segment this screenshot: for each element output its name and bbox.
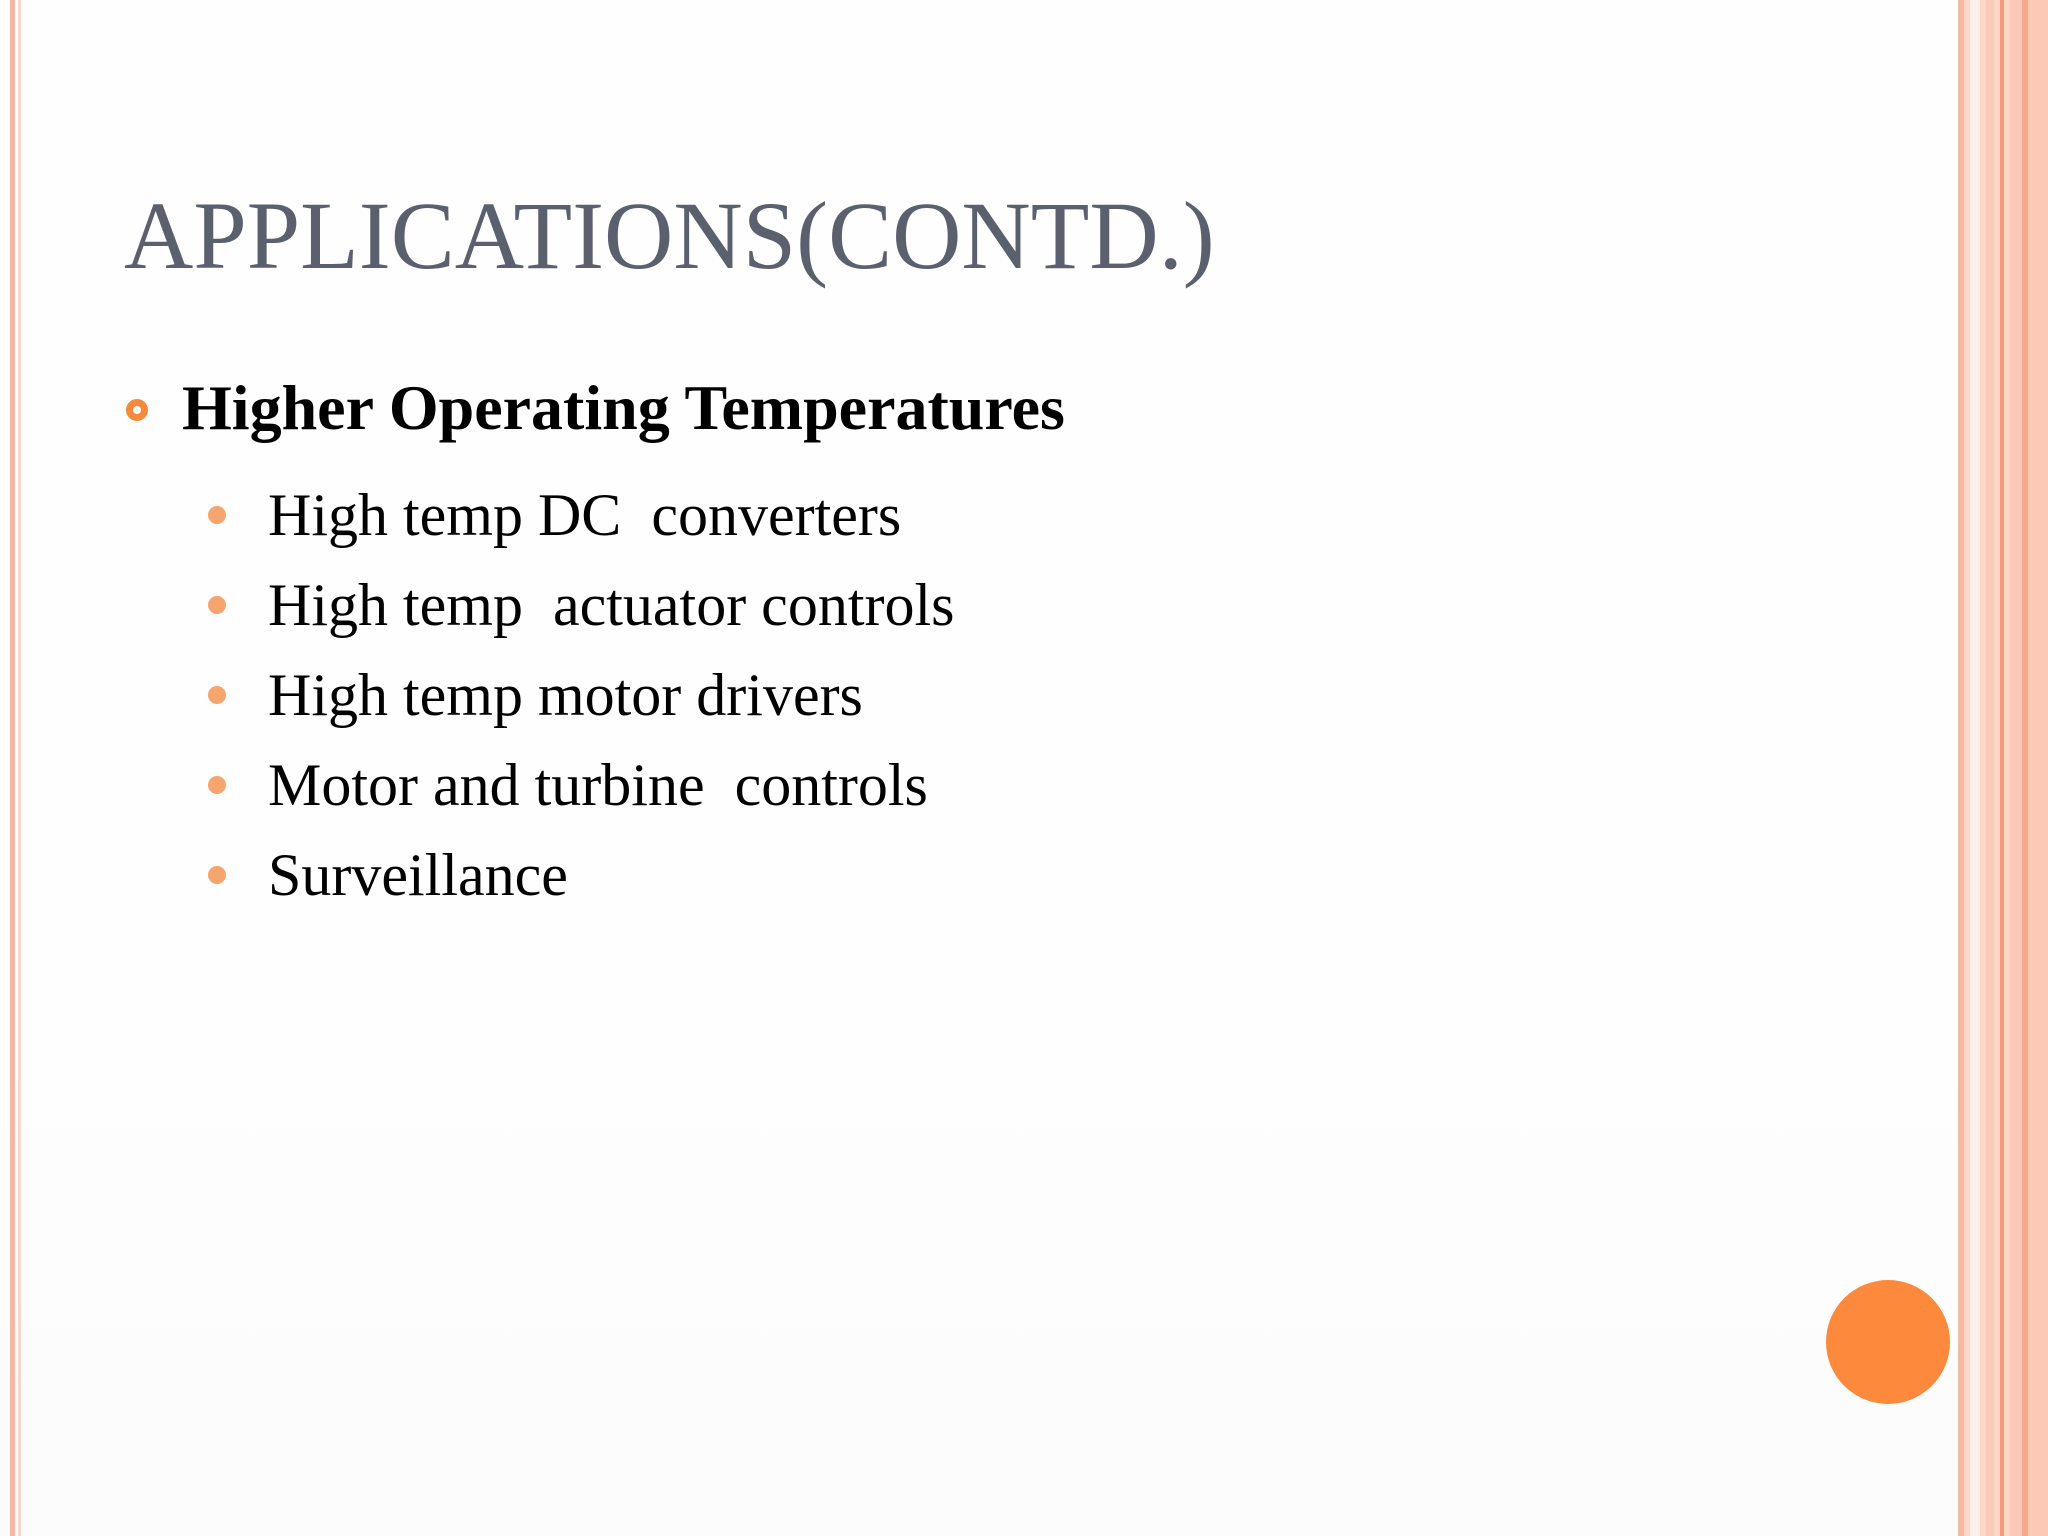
main-bullet-item [126, 372, 1065, 443]
right-border-stripe [2010, 0, 2048, 1536]
right-border-stripe [2022, 0, 2028, 1536]
sub-bullet-list [208, 470, 954, 920]
list-item [208, 740, 954, 830]
ring-bullet-icon [126, 399, 148, 421]
slide-title: APPLICATIONS(CONTD.) [124, 182, 1215, 289]
list-item [208, 650, 954, 740]
list-item [208, 830, 954, 920]
main-bullet-text: Higher Operating Temperatures [182, 372, 1065, 443]
dot-bullet-icon [208, 596, 226, 614]
dot-bullet-icon [208, 506, 226, 524]
dot-bullet-icon [208, 776, 226, 794]
sub-bullet-text: High temp motor drivers [268, 662, 863, 728]
list-item [208, 470, 954, 560]
sub-bullet-text: High temp DC converters [268, 482, 902, 548]
left-border-line [10, 0, 15, 1536]
right-border-stripe [1970, 0, 1980, 1536]
right-border-stripe [1986, 0, 1994, 1536]
sub-bullet-text: High temp actuator controls [268, 572, 955, 638]
right-border-stripe [2000, 0, 2004, 1536]
list-item [208, 560, 954, 650]
sub-bullet-text: Motor and turbine controls [268, 752, 928, 818]
orange-circle-decoration [1826, 1280, 1950, 1404]
right-border-stripe [1958, 0, 1964, 1536]
sub-bullet-text: Surveillance [268, 842, 568, 908]
dot-bullet-icon [208, 866, 226, 884]
dot-bullet-icon [208, 686, 226, 704]
left-border-line-inner [18, 0, 21, 1536]
